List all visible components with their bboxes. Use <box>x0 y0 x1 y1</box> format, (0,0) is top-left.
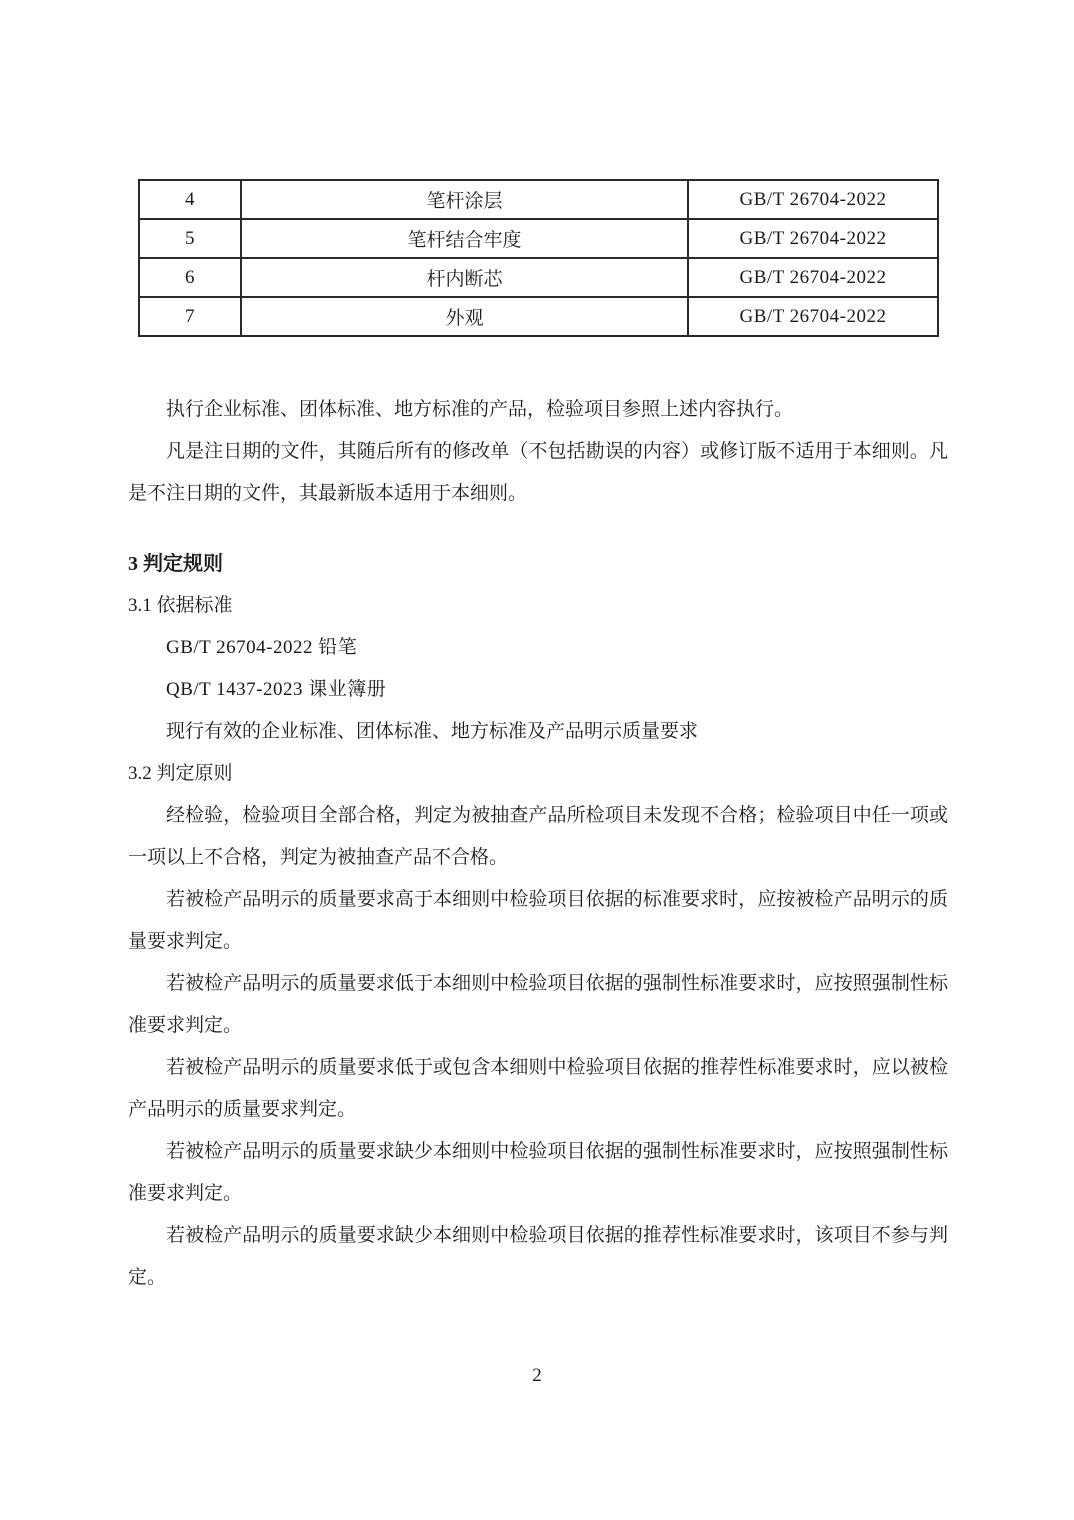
page-content <box>128 0 948 1299</box>
section-3-2-heading: 3.2 判定原则 <box>128 763 233 784</box>
inspection-items-table <box>138 179 939 337</box>
row-number-cell: 5 <box>139 219 241 258</box>
rule-paragraph: 若被检产品明示的质量要求低于本细则中检验项目依据的强制性标准要求时，应按照强制性标准要求判定。 <box>128 973 948 1036</box>
rule-paragraph: 若被检产品明示的质量要求低于或包含本细则中检验项目依据的推荐性标准要求时，应以被检产品明示的质量要求判定。 <box>128 1057 948 1120</box>
reference-standard-item: GB/T 26704-2022 铅笔 <box>166 637 358 658</box>
table-row <box>139 219 938 258</box>
item-name-cell: 杆内断芯 <box>241 258 688 297</box>
section-3-heading: 3 判定规则 <box>128 553 223 575</box>
standard-cell: GB/T 26704-2022 <box>688 258 938 297</box>
rule-paragraph: 若被检产品明示的质量要求高于本细则中检验项目依据的标准要求时，应按被检产品明示的质量要求判定。 <box>128 889 948 952</box>
standard-cell: GB/T 26704-2022 <box>688 219 938 258</box>
standard-cell: GB/T 26704-2022 <box>688 297 938 336</box>
item-name-cell: 笔杆结合牢度 <box>241 219 688 258</box>
table-row <box>139 180 938 219</box>
item-name-cell: 笔杆涂层 <box>241 180 688 219</box>
reference-standard-item: 现行有效的企业标准、团体标准、地方标准及产品明示质量要求 <box>166 721 699 742</box>
item-name-cell: 外观 <box>241 297 688 336</box>
table-row <box>139 297 938 336</box>
rule-paragraph: 经检验，检验项目全部合格，判定为被抽查产品所检项目未发现不合格；检验项目中任一项或一项以上不合格，判定为被抽查产品不合格。 <box>128 805 948 868</box>
row-number-cell: 4 <box>139 180 241 219</box>
page-number: 2 <box>532 1365 542 1386</box>
standard-cell: GB/T 26704-2022 <box>688 180 938 219</box>
row-number-cell: 7 <box>139 297 241 336</box>
row-number-cell: 6 <box>139 258 241 297</box>
section-3-1-heading: 3.1 依据标准 <box>128 595 233 616</box>
rule-paragraph: 若被检产品明示的质量要求缺少本细则中检验项目依据的推荐性标准要求时，该项目不参与判定。 <box>128 1225 948 1288</box>
table-row <box>139 258 938 297</box>
body-text <box>128 389 948 1299</box>
note-paragraph: 执行企业标准、团体标准、地方标准的产品，检验项目参照上述内容执行。 <box>166 399 794 420</box>
reference-standard-item: QB/T 1437-2023 课业簿册 <box>166 679 387 700</box>
rule-paragraph: 若被检产品明示的质量要求缺少本细则中检验项目依据的强制性标准要求时，应按照强制性标准要求判定。 <box>128 1141 948 1204</box>
note-paragraph: 凡是注日期的文件，其随后所有的修改单（不包括勘误的内容）或修订版不适用于本细则。凡是不注日期的文件，其最新版本适用于本细则。 <box>128 441 948 504</box>
